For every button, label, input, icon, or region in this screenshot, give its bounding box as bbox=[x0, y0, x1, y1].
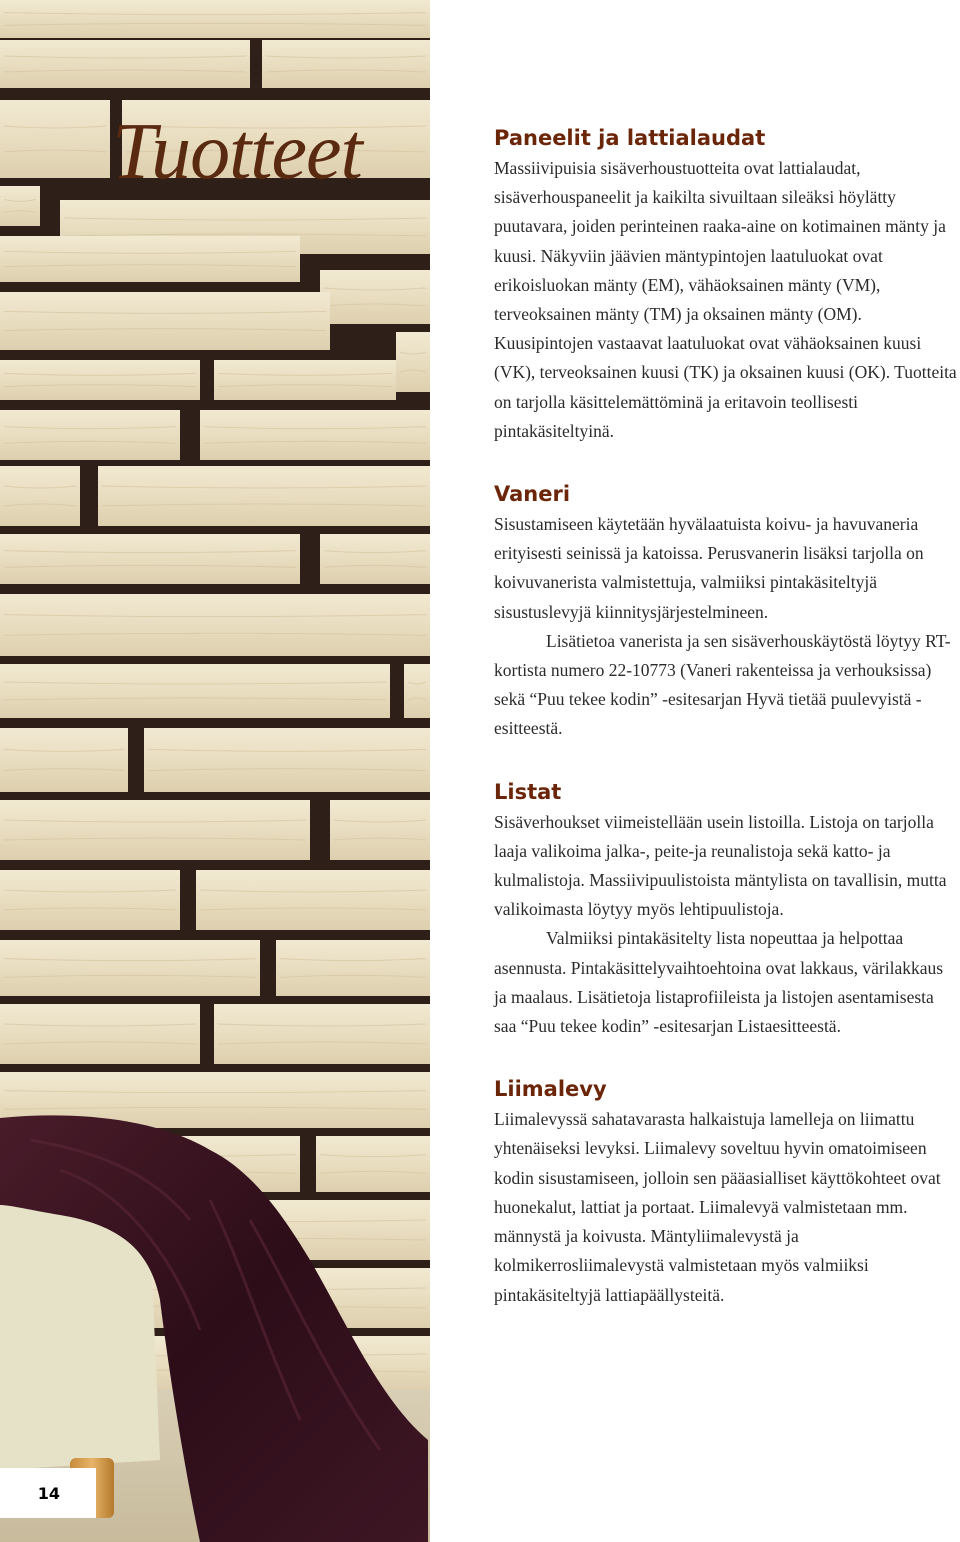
wall-board bbox=[0, 186, 40, 226]
section-heading: Paneelit ja lattialaudat bbox=[494, 126, 766, 150]
wall-board bbox=[0, 728, 128, 792]
wall-board bbox=[0, 360, 200, 400]
wall-board bbox=[320, 534, 430, 584]
section-heading: Liimalevy bbox=[494, 1077, 607, 1102]
wood-panel-wall-photo bbox=[0, 0, 430, 1542]
wall-board bbox=[0, 534, 300, 584]
section-paragraph: Sisustamiseen käytetään hyvälaatuista koivu- ja havuvaneria erityisesti seinissä ja katoissa. Perusvanerin lisäksi tarjolla on koivuvanerista valmistettuja, valmiiksi pintakäsiteltyjä sisustuslevyjä kiinnitysjärjestelmineen. bbox=[494, 514, 924, 622]
section-paragraph: Valmiiksi pintakäsitelty lista nopeuttaa ja helpottaa asennusta. Pintakäsittelyvaihtoehtoina ovat lakkaus, värilakkaus ja maalaus. Lisätietoja listaprofiileista ja listojen asentamisesta saa “Puu tekee kodin” -esitesarjan Listaesitteestä. bbox=[494, 928, 944, 1037]
wall-board bbox=[276, 940, 430, 996]
wall-board bbox=[0, 800, 310, 860]
wall-board bbox=[0, 100, 110, 178]
section-paragraph: Liimalevyssä sahatavarasta halkaistuja lamelleja on liimattu yhtenäiseksi levyksi. Liimalevy soveltuu hyvin omatoimiseen kodin sisustamiseen, jolloin sen pääasialliset käyttökohteet ovat huonekalut, lattiat ja portaat. Liimalevyä valmistetaan mm. männystä ja koivusta. Mäntyliimalevystä ja kolmikerrosliimalevystä valmistetaan myös valmiiksi pintakäsiteltyjä lattiapäällysteitä. bbox=[494, 1109, 941, 1305]
section-listat bbox=[494, 778, 960, 1042]
wood-wall-illustration bbox=[0, 0, 430, 1542]
wall-board bbox=[0, 292, 330, 350]
wall-board bbox=[330, 800, 430, 860]
wall-board bbox=[0, 870, 180, 930]
wall-board bbox=[0, 40, 250, 88]
wall-board bbox=[196, 870, 430, 930]
wall-board bbox=[262, 40, 430, 88]
wall-board bbox=[200, 410, 430, 460]
wall-board bbox=[320, 270, 430, 324]
wall-board bbox=[0, 0, 430, 38]
wall-board bbox=[214, 360, 396, 400]
section-heading: Listat bbox=[494, 779, 562, 804]
wall-board bbox=[396, 332, 430, 392]
section-liimalevy bbox=[494, 1075, 960, 1309]
section-paragraph: Massiivipuisia sisäverhoustuotteita ovat lattialaudat, sisäverhouspaneelit ja kaikilta sivuiltaan sileäksi höylätty puutavara, joiden perinteinen raaka-aine on kotimainen mänty ja kuusi. Näkyviin jäävien mäntypintojen laatuluokat ovat erikoisluokan mänty (EM), vähäoksainen mänty (VM), terveoksainen mänty (TM) ja oksainen mänty (OM). Kuusipintojen vastaavat laatuluokat ovat vähäoksainen kuusi (VK), terveoksainen kuusi (TK) ja oksainen kuusi (OK). Tuotteita on tarjolla käsittelemättöminä ja eritavoin teollisesti pintakäsiteltyinä. bbox=[494, 158, 957, 441]
text-column bbox=[494, 124, 960, 1310]
wall-board bbox=[214, 1004, 430, 1064]
wall-board bbox=[0, 940, 260, 996]
wall-board bbox=[0, 1004, 200, 1064]
section-paragraph: Lisätietoa vanerista ja sen sisäverhouskäytöstä löytyy RT-kortista numero 22-10773 (Vaneri rakenteissa ja verhouksissa) sekä “Puu tekee kodin” -esitesarjan Hyvä tietää puulevyistä -esitteestä. bbox=[494, 630, 951, 739]
wall-board bbox=[144, 728, 430, 792]
page-number: 14 bbox=[0, 1468, 96, 1518]
wall-board bbox=[0, 236, 300, 282]
wall-board bbox=[0, 410, 180, 460]
wall-board bbox=[0, 664, 390, 718]
section-paneelit bbox=[494, 124, 960, 446]
section-heading: Vaneri bbox=[494, 482, 571, 507]
wall-board bbox=[0, 594, 430, 656]
wall-board bbox=[404, 664, 430, 718]
wall-board bbox=[98, 466, 430, 526]
wall-board bbox=[0, 466, 80, 526]
section-vaneri bbox=[494, 480, 960, 744]
wall-board bbox=[316, 1136, 430, 1192]
section-paragraph: Sisäverhoukset viimeistellään usein listoilla. Listoja on tarjolla laaja valikoima jalka-, peite-ja reunalistoja sekä katto- ja kulmalistoja. Massiivipuulistoista mäntylista on tavallisin, mutta valikoimasta löytyy myös lehtipuulistoja. bbox=[494, 811, 947, 920]
page-title: Tuotteet bbox=[112, 108, 362, 196]
